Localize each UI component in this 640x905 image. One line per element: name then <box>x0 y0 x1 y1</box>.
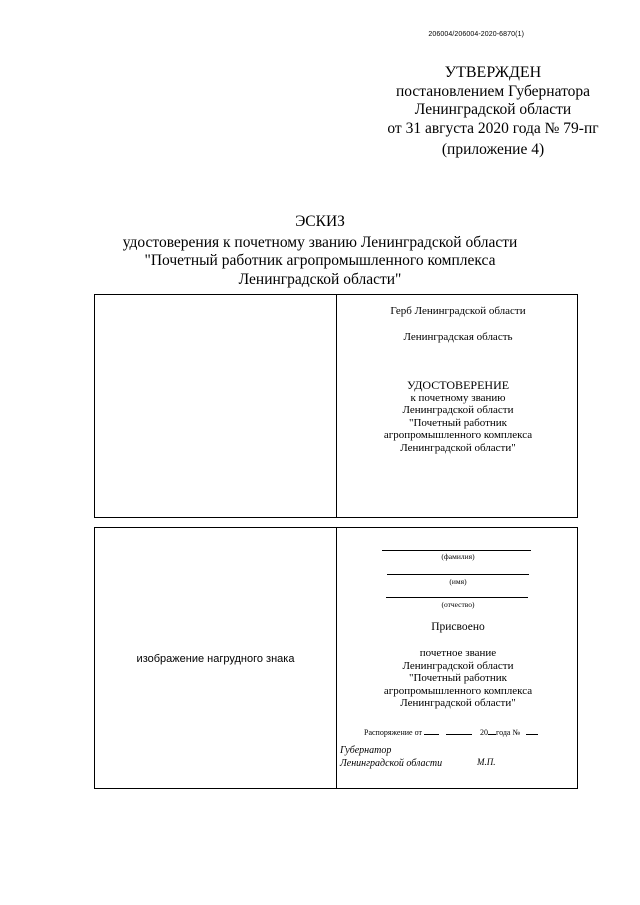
certificate-line: Ленинградской области <box>402 404 514 416</box>
badge-image-label: изображение нагрудного знака <box>136 653 295 665</box>
approval-date-line: от 31 августа 2020 года № 79-пг <box>387 119 599 137</box>
document-id: 206004/206004-2020-6870(1) <box>428 31 524 38</box>
coat-of-arms-label: Герб Ленинградской области <box>390 305 526 317</box>
certificate-inner-card <box>94 527 578 789</box>
certificate-line: "Почетный работник <box>408 416 508 429</box>
patronymic-caption: (отчество) <box>441 600 475 609</box>
order-day-blank <box>424 726 439 735</box>
seal-mark: М.П. <box>477 757 496 767</box>
honorary-title-line: Ленинградской области" <box>400 697 516 709</box>
order-year-blank <box>488 726 496 735</box>
awarded-label: Присвоено <box>431 621 485 633</box>
governor-line: Губернатор <box>340 745 392 756</box>
document-title <box>0 213 640 289</box>
honorary-title-line: "Почетный работник <box>408 672 508 684</box>
honorary-title-block <box>337 647 579 710</box>
approval-block <box>380 64 606 160</box>
surname-line <box>382 550 531 551</box>
honorary-title-line: агропромышленного комплекса <box>383 684 533 697</box>
title-line: "Почетный работник агропромышленного комплекса <box>144 252 496 269</box>
title-line: удостоверения к почетному званию Ленинградской области <box>122 233 518 251</box>
certificate-line: Ленинградской области" <box>400 441 516 454</box>
approval-line: Ленинградской области <box>414 101 572 118</box>
order-line <box>364 726 538 737</box>
certificate-heading: УДОСТОВЕРЕНИЕ <box>406 378 510 392</box>
surname-caption: (фамилия) <box>441 552 475 561</box>
title-line: Ленинградской области" <box>238 270 402 288</box>
order-number-blank <box>526 726 538 735</box>
governor-signature-block <box>340 745 442 770</box>
name-caption: (имя) <box>449 577 467 586</box>
order-year-prefix: 20 <box>480 728 488 737</box>
approval-heading: УТВЕРЖДЕН <box>444 64 542 81</box>
order-month-blank <box>446 726 472 735</box>
certificate-cover-card <box>94 294 578 518</box>
order-year-suffix: года № <box>496 728 521 737</box>
patronymic-line <box>386 597 528 598</box>
appendix-line: (приложение 4) <box>441 141 545 158</box>
honorary-title-line: почетное звание <box>419 647 497 659</box>
region-label: Ленинградская область <box>403 331 513 343</box>
certificate-line: агропромышленного комплекса <box>383 429 533 441</box>
certificate-title-block <box>337 379 579 454</box>
certificate-line: к почетному званию <box>410 391 506 404</box>
honorary-title-line: Ленинградской области <box>402 659 514 672</box>
governor-line: Ленинградской области <box>340 757 443 769</box>
order-prefix: Распоряжение от <box>364 728 422 737</box>
approval-line: постановлением Губернатора <box>395 82 591 100</box>
name-line <box>387 574 529 575</box>
title-sketch: ЭСКИЗ <box>295 213 345 230</box>
